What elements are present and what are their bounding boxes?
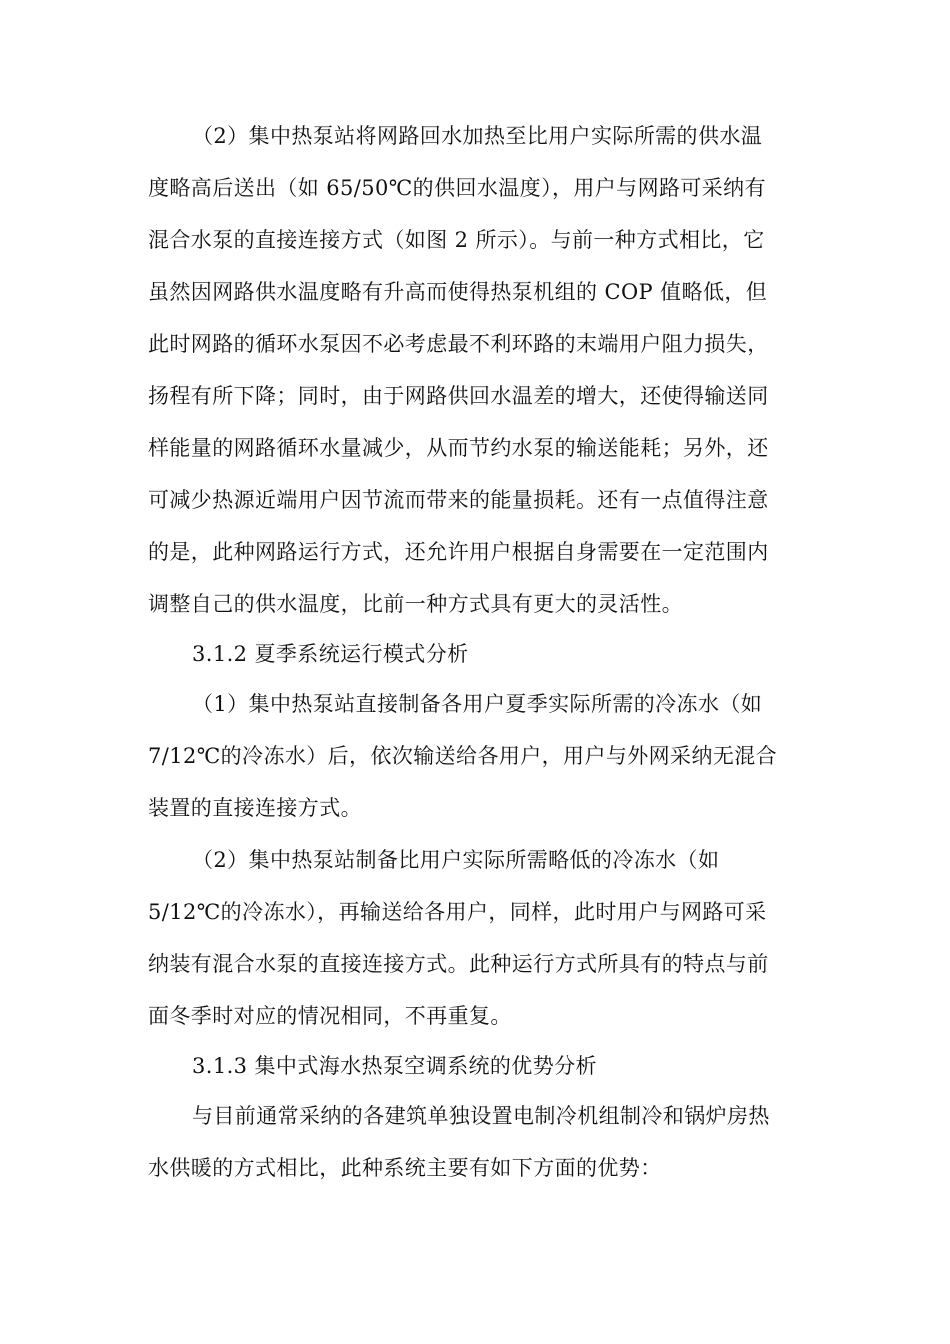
paragraph-line: 7/12℃的冷冻水）后，依次输送给各用户，用户与外网采纳无混合 [148, 744, 778, 768]
paragraph-line: 可减少热源近端用户因节流而带来的能量损耗。还有一点值得注意 [148, 488, 769, 512]
paragraph-line: （2）集中热泵站制备比用户实际所需略低的冷冻水（如 [192, 848, 720, 872]
paragraph-line: 样能量的网路循环水量减少，从而节约水泵的输送能耗；另外，还 [148, 436, 769, 460]
paragraph-line: 水供暖的方式相比，此种系统主要有如下方面的优势： [148, 1156, 662, 1180]
paragraph-line: 与目前通常采纳的各建筑单独设置电制冷机组制冷和锅炉房热 [192, 1104, 770, 1128]
paragraph-line: 调整自己的供水温度，比前一种方式具有更大的灵活性。 [148, 592, 683, 616]
paragraph-line: 度略高后送出（如 65/50℃的供回水温度），用户与网路可采纳有 [148, 176, 766, 200]
paragraph-line: 扬程有所下降；同时，由于网路供回水温差的增大，还使得输送同 [148, 384, 769, 408]
section-heading: 3.1.3 集中式海水热泵空调系统的优势分析 [192, 1054, 597, 1078]
paragraph-line: 此时网路的循环水泵因不必考虑最不利环路的末端用户阻力损失， [148, 332, 769, 356]
paragraph-line: 装置的直接连接方式。 [148, 796, 362, 820]
paragraph-line: 虽然因网路供水温度略有升高而使得热泵机组的 COP 值略低，但 [148, 280, 768, 304]
section-heading: 3.1.2 夏季系统运行模式分析 [192, 642, 469, 666]
paragraph-line: 面冬季时对应的情况相同，不再重复。 [148, 1004, 512, 1028]
paragraph-line: （1）集中热泵站直接制备各用户夏季实际所需的冷冻水（如 [192, 692, 763, 716]
paragraph-line: 的是，此种网路运行方式，还允许用户根据自身需要在一定范围内 [148, 540, 769, 564]
paragraph-line: 5/12℃的冷冻水），再输送给各用户，同样，此时用户与网路可采 [148, 900, 767, 924]
paragraph-line: 混合水泵的直接连接方式（如图 2 所示）。与前一种方式相比，它 [148, 228, 765, 252]
paragraph-line: （2）集中热泵站将网路回水加热至比用户实际所需的供水温 [192, 124, 763, 148]
paragraph-line: 纳装有混合水泵的直接连接方式。此种运行方式所具有的特点与前 [148, 952, 769, 976]
